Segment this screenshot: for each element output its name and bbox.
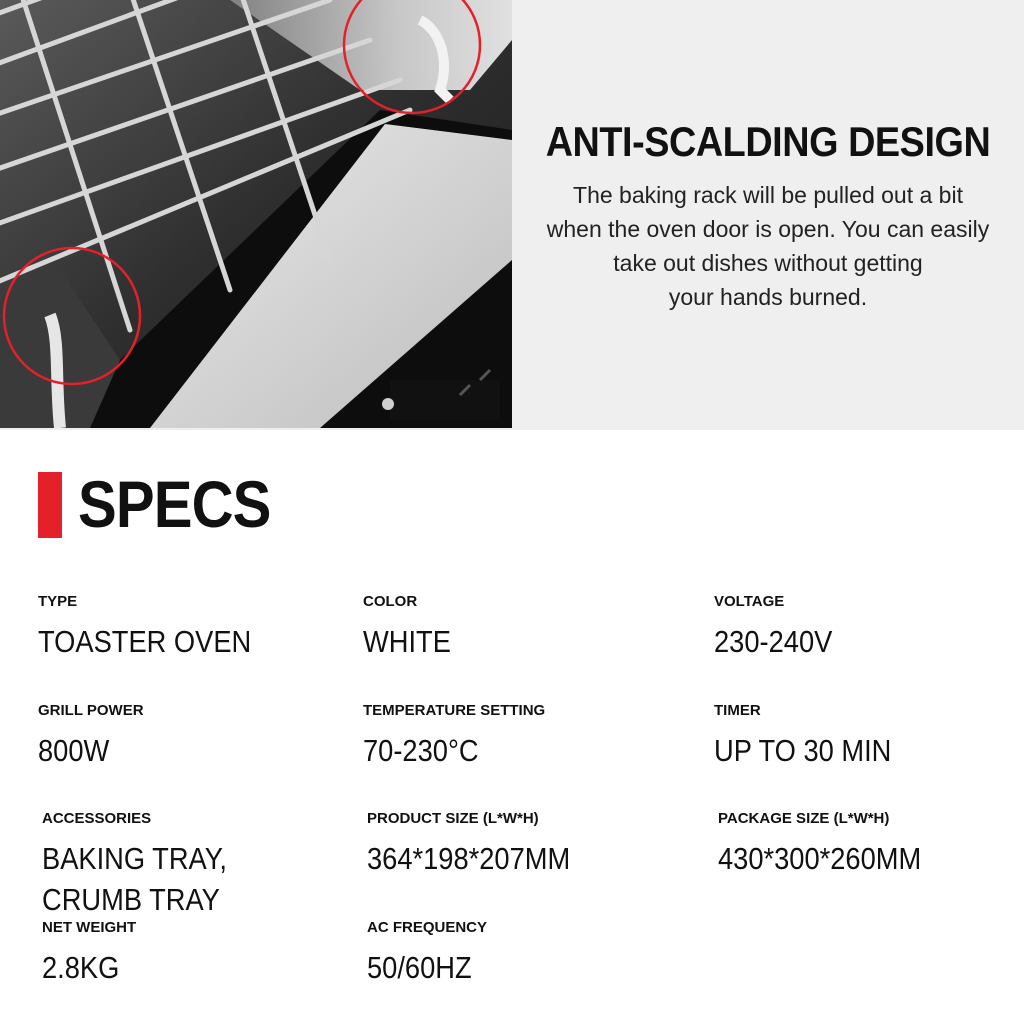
spec-ac-frequency xyxy=(367,919,487,988)
spec-net-weight xyxy=(42,919,136,988)
spec-value xyxy=(367,947,473,988)
feature-line: take out dishes without getting xyxy=(613,250,923,276)
spec-label: TEMPERATURE SETTING xyxy=(363,702,546,719)
spec-value-line: WHITE xyxy=(363,624,451,659)
spec-value-line: BAKING TRAY, xyxy=(42,841,227,876)
specs-title: SPECS xyxy=(78,467,271,541)
spec-value-line: 230-240V xyxy=(714,624,833,659)
spec-color xyxy=(363,593,463,662)
spec-label: COLOR xyxy=(363,593,418,610)
spec-label: AC FREQUENCY xyxy=(367,919,488,936)
spec-value-line: 50/60HZ xyxy=(367,950,472,985)
spec-value-line: 2.8KG xyxy=(42,950,120,985)
feature-description xyxy=(512,178,1024,314)
spec-type xyxy=(38,593,280,662)
spec-product-size xyxy=(367,810,598,879)
spec-value-line: 364*198*207MM xyxy=(367,841,571,876)
feature-title: ANTI-SCALDING DESIGN xyxy=(545,118,991,165)
spec-value-line: 430*300*260MM xyxy=(718,841,922,876)
spec-label: PACKAGE SIZE (L*W*H) xyxy=(718,810,890,827)
spec-value-line: UP TO 30 MIN xyxy=(714,733,892,768)
feature-line: your hands burned. xyxy=(668,284,868,310)
spec-value xyxy=(718,838,921,879)
spec-value xyxy=(363,621,451,662)
spec-grill-power xyxy=(38,702,144,771)
spec-value xyxy=(714,621,832,662)
spec-value-line: CRUMB TRAY xyxy=(42,882,220,917)
spec-temperature-setting xyxy=(363,702,545,771)
spec-value xyxy=(363,730,523,771)
feature-line: when the oven door is open. You can easily xyxy=(546,216,990,242)
oven-rack-photo xyxy=(0,0,512,428)
spec-value xyxy=(38,730,131,771)
spec-label: TIMER xyxy=(714,702,761,719)
spec-value xyxy=(38,621,251,662)
spec-voltage xyxy=(714,593,848,662)
spec-package-size xyxy=(718,810,949,879)
spec-value xyxy=(714,730,891,771)
spec-timer xyxy=(714,702,916,771)
feature-line: The baking rack will be pulled out a bit xyxy=(573,182,963,208)
spec-value xyxy=(42,838,227,920)
spec-value-line: TOASTER OVEN xyxy=(38,624,252,659)
spec-label: PRODUCT SIZE (L*W*H) xyxy=(367,810,539,827)
spec-label: VOLTAGE xyxy=(714,593,785,610)
spec-label: NET WEIGHT xyxy=(42,919,137,936)
spec-accessories xyxy=(42,810,252,920)
spec-value xyxy=(42,947,125,988)
spec-value-line: 70-230°C xyxy=(363,733,479,768)
feature-section xyxy=(0,0,1024,430)
spec-label: TYPE xyxy=(38,593,78,610)
spec-value xyxy=(367,838,570,879)
spec-label: ACCESSORIES xyxy=(42,810,152,827)
spec-label: GRILL POWER xyxy=(38,702,144,719)
specs-accent-bar xyxy=(38,472,62,538)
spec-value-line: 800W xyxy=(38,733,110,768)
